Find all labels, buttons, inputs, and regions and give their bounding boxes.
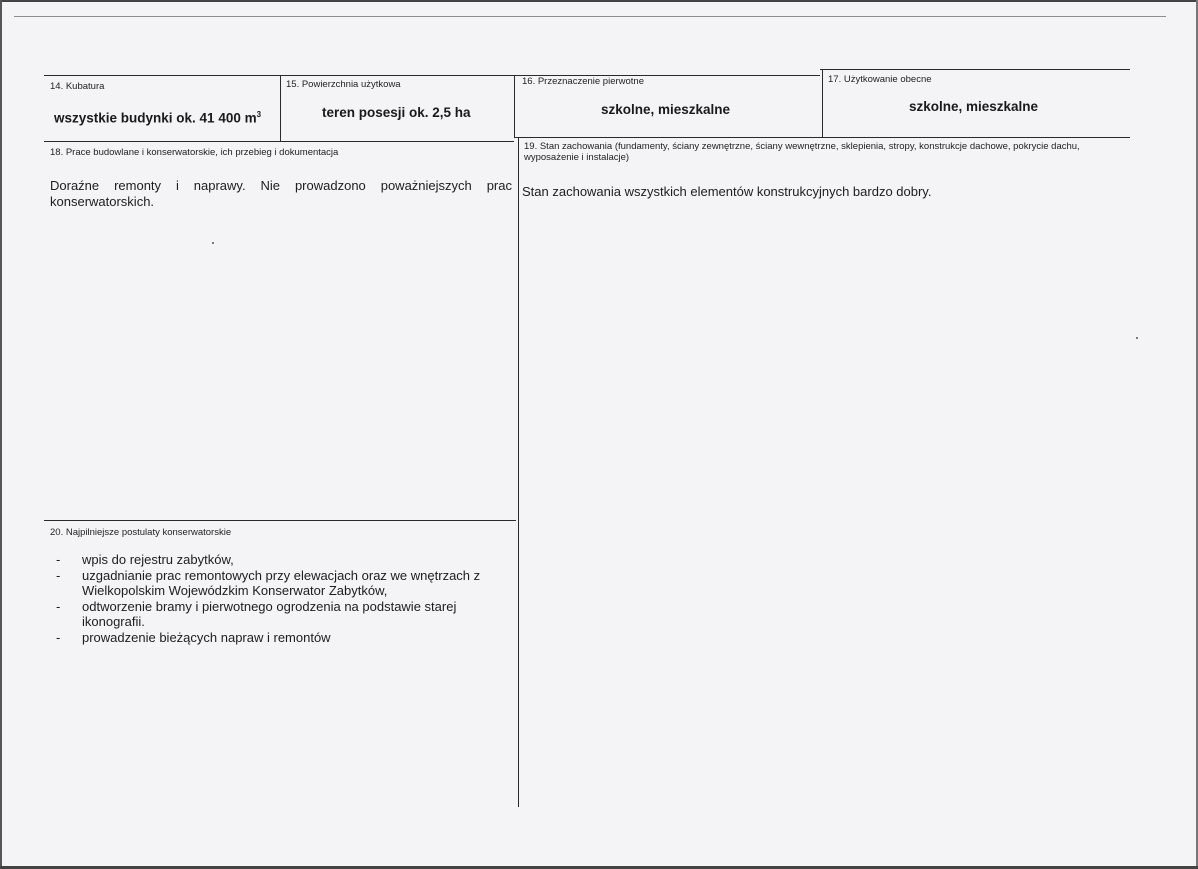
col-divider-15-16 [514,75,515,137]
list-item-text: wpis do rejestru zabytków, [82,552,234,567]
list-bullet: - [56,567,61,583]
rule-section-20 [44,520,516,521]
list-item-text: uzgadnianie prac remontowych przy elewacjach oraz we wnętrzach z Wielkopolskim Wojewódzkim Konserwator Zabytków, [82,567,481,598]
field-16-value: szkolne, mieszkalne [601,102,731,117]
list-bullet: - [56,629,61,645]
field-19-text: Stan zachowania wszystkich elementów konstrukcyjnych bardzo dobry. [522,184,932,199]
field-14-value [54,110,261,126]
field-16-label: 16. Przeznaczenie pierwotne [522,76,644,87]
list-item [54,552,510,568]
scan-speck [212,242,214,244]
col-divider-14-15 [280,75,281,141]
field-20-label: 20. Najpilniejsze postulaty konserwatorskie [50,527,232,538]
col-divider-16-17 [822,69,823,137]
list-item [54,568,510,599]
list-bullet: - [56,552,61,567]
field-19-label-text: 19. Stan zachowania (fundamenty, ściany zewnętrzne, ściany wewnętrzne, sklepienia, stropy, konstrukcje dachowe, pokrycie dachu, wyposażenie i instalacje) [524,141,1080,163]
field-18-text: Doraźne remonty i naprawy. Nie prowadzono poważniejszych prac konserwatorskich. [50,178,512,209]
field-19-label [524,141,1114,163]
list-item [54,599,510,630]
scan-speck [1136,337,1138,339]
field-14-value-text: wszystkie budynki ok. 41 400 m [54,110,257,126]
scan-edge-left [0,0,2,869]
rule-top [44,75,820,76]
field-20-list [54,552,510,645]
rule-top-right [820,69,1130,70]
field-15-value: teren posesji ok. 2,5 ha [322,105,471,120]
field-17-label: 17. Użytkowanie obecne [828,74,932,85]
list-item [54,630,510,646]
field-18-label: 18. Prace budowlane i konserwatorskie, ich przebieg i dokumentacja [50,147,339,158]
list-bullet: - [56,598,61,614]
rule-row1-right [514,137,1130,138]
scan-edge-top [0,0,1198,2]
page-top-rule [14,16,1166,17]
field-14-label: 14. Kubatura [50,81,105,92]
field-15-label: 15. Powierzchnia użytkowa [286,79,401,90]
col-divider-main [518,137,519,807]
rule-row1-left [44,141,514,142]
field-17-value: szkolne, mieszkalne [909,99,1039,114]
field-14-value-unit-exponent: 3 [256,110,262,119]
list-item-text: prowadzenie bieżących napraw i remontów [82,629,331,645]
list-item-text: odtworzenie bramy i pierwotnego ogrodzenia na podstawie starej ikonografii. [82,598,457,629]
